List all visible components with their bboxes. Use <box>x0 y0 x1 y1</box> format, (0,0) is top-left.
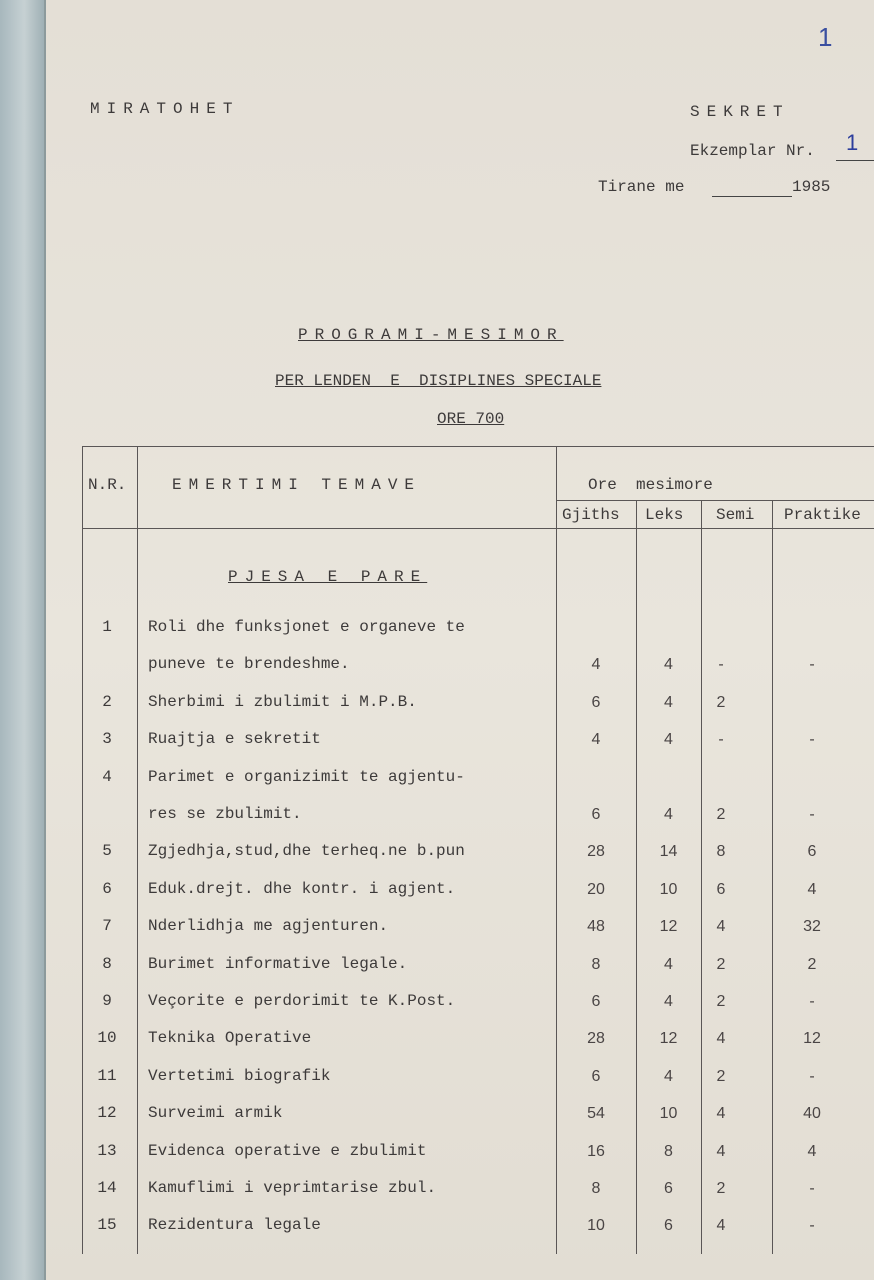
cell-lectures: 10 <box>659 1105 678 1123</box>
cell-total: 8 <box>591 1180 601 1197</box>
cell-nr: 11 <box>97 1066 117 1085</box>
cell-seminars: 4 <box>716 918 726 936</box>
cell-seminars: - <box>718 731 724 749</box>
cell-practice: - <box>809 1217 815 1235</box>
cell-topic-name: Roli dhe funksjonet e organeve te <box>148 618 465 636</box>
cell-topic-name: Rezidentura legale <box>148 1216 321 1235</box>
cell-total: 16 <box>587 1142 605 1160</box>
cell-nr: 4 <box>102 767 112 786</box>
column-header-name: EMERTIMI TEMAVE <box>172 476 422 494</box>
cell-topic-name: Nderlidhja me agjenturen. <box>148 917 389 936</box>
cell-lectures: 8 <box>664 1142 673 1160</box>
cell-total: 54 <box>587 1105 605 1123</box>
cell-total: 28 <box>587 843 605 861</box>
cell-topic-name: Sherbimi i zbulimit i M.P.B. <box>148 692 417 711</box>
cell-practice: 32 <box>803 918 821 936</box>
column-header-practice: Praktike <box>784 506 861 524</box>
cell-total: 6 <box>591 1067 601 1085</box>
document-page <box>46 0 874 1280</box>
cell-lectures: 4 <box>664 806 673 823</box>
cell-nr: 12 <box>97 1104 117 1123</box>
sem-column-border <box>772 500 773 1254</box>
cell-seminars: 4 <box>716 1142 726 1160</box>
cell-total: 4 <box>591 731 601 749</box>
total-column-border <box>636 500 637 1254</box>
cell-topic-name: Teknika Operative <box>148 1029 312 1048</box>
cell-topic-name: Veçorite e perdorimit te K.Post. <box>148 992 456 1010</box>
cell-practice: 40 <box>803 1105 821 1123</box>
document-subtitle: PER LENDEN E DISIPLINES SPECIALE <box>275 372 602 390</box>
cell-lectures: 4 <box>664 656 673 674</box>
classification-label: SEKRET <box>690 103 790 121</box>
cell-total: 20 <box>587 880 605 898</box>
nr-column-border <box>137 446 138 1254</box>
cell-nr: 1 <box>102 618 112 636</box>
cell-practice: - <box>809 1067 815 1085</box>
cell-seminars: 2 <box>716 693 726 711</box>
header-bottom-border <box>82 528 874 529</box>
column-header-lectures: Leks <box>645 506 684 524</box>
binder-edge <box>0 0 46 1280</box>
cell-seminars: 2 <box>716 993 726 1010</box>
approval-label: MIRATOHET <box>90 100 240 118</box>
cell-total: 8 <box>591 955 601 973</box>
cell-lectures: 6 <box>664 1180 673 1197</box>
cell-lectures: 10 <box>659 880 678 898</box>
cell-topic-name-continued: res se zbulimit. <box>148 805 302 823</box>
cell-practice: - <box>809 993 815 1010</box>
column-group-header: Ore mesimore <box>588 476 713 494</box>
cell-lectures: 14 <box>659 843 678 861</box>
group-header-divider <box>556 500 874 501</box>
cell-total: 28 <box>587 1030 605 1048</box>
year: 1985 <box>792 178 831 196</box>
cell-nr: 14 <box>97 1179 117 1197</box>
cell-topic-name: Burimet informative legale. <box>148 954 408 973</box>
cell-practice: 4 <box>807 1142 817 1160</box>
cell-lectures: 4 <box>664 993 673 1010</box>
document-title: PROGRAMI-MESIMOR <box>298 326 564 344</box>
cell-nr: 13 <box>97 1141 117 1160</box>
section-heading: PJESA E PARE <box>228 568 428 586</box>
cell-nr: 2 <box>102 692 112 711</box>
cell-topic-name: Evidenca operative e zbulimit <box>148 1141 427 1160</box>
cell-practice: - <box>809 731 815 749</box>
cell-total: 4 <box>591 656 601 674</box>
copy-number-line <box>836 160 874 161</box>
cell-lectures: 4 <box>664 955 673 973</box>
cell-total: 48 <box>587 918 605 936</box>
column-header-seminars: Semi <box>716 506 755 524</box>
cell-lectures: 12 <box>659 1030 678 1048</box>
cell-topic-name: Surveimi armik <box>148 1104 283 1123</box>
cell-nr: 15 <box>97 1216 117 1235</box>
cell-seminars: 8 <box>716 843 726 861</box>
cell-seminars: 2 <box>716 806 726 823</box>
cell-total: 6 <box>591 806 601 823</box>
cell-total: 6 <box>591 693 601 711</box>
cell-seminars: 2 <box>716 1067 726 1085</box>
cell-topic-name: Kamuflimi i veprimtarise zbul. <box>148 1179 437 1197</box>
cell-lectures: 12 <box>659 918 678 936</box>
cell-practice: - <box>809 656 815 674</box>
cell-lectures: 4 <box>664 1067 673 1085</box>
copy-number: 1 <box>846 130 859 155</box>
cell-lectures: 4 <box>664 693 673 711</box>
lect-column-border <box>701 500 702 1254</box>
cell-nr: 6 <box>102 879 112 898</box>
cell-nr: 3 <box>102 730 112 749</box>
cell-seminars: 4 <box>716 1030 726 1048</box>
cell-topic-name: Zgjedhja,stud,dhe terheq.ne b.pun <box>148 842 465 861</box>
cell-nr: 10 <box>97 1029 117 1048</box>
cell-seminars: 2 <box>716 955 726 973</box>
cell-seminars: 6 <box>716 880 726 898</box>
place-date-label: Tirane me <box>598 178 685 196</box>
cell-topic-name: Eduk.drejt. dhe kontr. i agjent. <box>148 879 456 898</box>
cell-lectures: 6 <box>664 1217 673 1235</box>
hours-total: ORE 700 <box>437 410 505 428</box>
cell-topic-name: Vertetimi biografik <box>148 1066 331 1085</box>
cell-seminars: - <box>718 656 724 674</box>
column-header-total: Gjiths <box>562 506 620 524</box>
copy-label: Ekzemplar Nr. <box>690 142 815 160</box>
cell-topic-name: Ruajtja e sekretit <box>148 730 321 749</box>
date-blank-line <box>712 196 792 197</box>
cell-practice: 6 <box>807 843 817 861</box>
table-top-border <box>82 446 874 447</box>
cell-lectures: 4 <box>664 731 673 749</box>
cell-practice: 2 <box>807 955 817 973</box>
column-header-nr: N.R. <box>88 476 127 494</box>
cell-nr: 9 <box>102 992 112 1010</box>
cell-nr: 7 <box>102 917 112 936</box>
cell-practice: - <box>809 806 815 823</box>
cell-total: 10 <box>587 1217 605 1235</box>
cell-seminars: 4 <box>716 1217 726 1235</box>
table-left-border <box>82 446 83 1254</box>
cell-seminars: 4 <box>716 1105 726 1123</box>
cell-topic-name: Parimet e organizimit te agjentu- <box>148 767 465 786</box>
cell-topic-name-continued: puneve te brendeshme. <box>148 655 350 674</box>
page-number: 1 <box>818 22 833 52</box>
cell-nr: 8 <box>102 954 112 973</box>
cell-practice: - <box>809 1180 815 1197</box>
cell-practice: 4 <box>807 880 817 898</box>
cell-total: 6 <box>591 993 601 1010</box>
cell-seminars: 2 <box>716 1180 726 1197</box>
cell-nr: 5 <box>102 842 112 861</box>
cell-practice: 12 <box>803 1030 821 1048</box>
